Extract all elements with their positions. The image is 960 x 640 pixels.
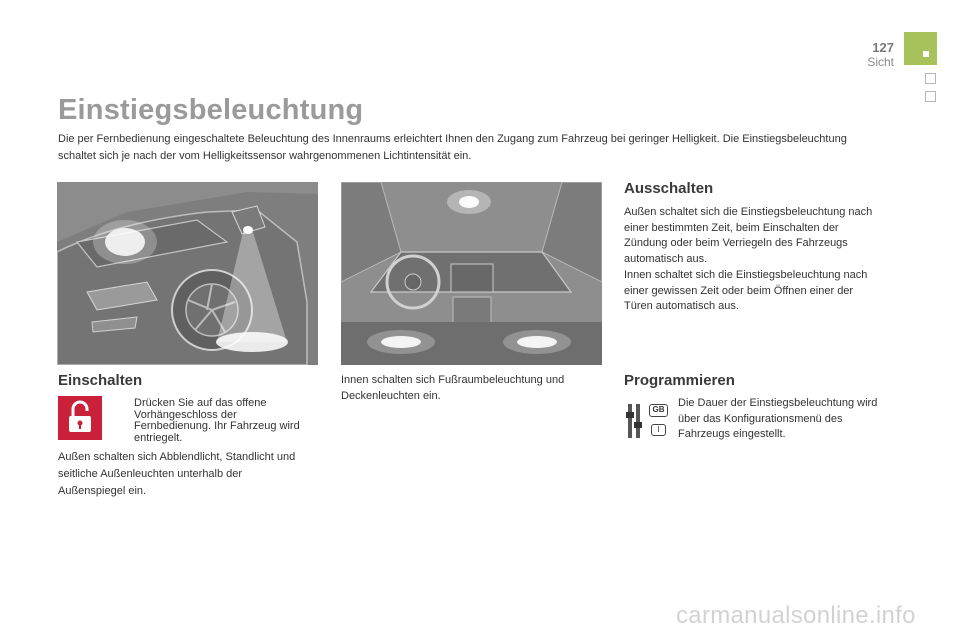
info-badge: I bbox=[651, 424, 666, 436]
exterior-lighting-illustration bbox=[57, 182, 318, 365]
page-title: Einstiegsbeleuchtung bbox=[58, 94, 364, 126]
gb-badge: GB bbox=[649, 404, 668, 417]
ausschalten-heading: Ausschalten bbox=[624, 180, 714, 197]
programmieren-heading: Programmieren bbox=[624, 372, 735, 389]
section-tab bbox=[925, 91, 936, 102]
section-name: Sicht bbox=[867, 55, 894, 69]
watermark: carmanualsonline.info bbox=[676, 602, 916, 629]
programmieren-text: Die Dauer der Einstiegsbeleuchtung wird über das Konfigurationsmenü des Fahrzeugs eingestellt. bbox=[678, 397, 878, 441]
page-number: 127 bbox=[872, 40, 894, 55]
einschalten-step-text: Drücken Sie auf das offene Vorhängeschloss der Fernbedienung. Ihr Fahrzeug wird entriegelt. bbox=[134, 397, 300, 444]
intro-text: Die per Fernbedienung eingeschaltete Beleuchtung des Innenraums erleichtert Ihnen den Zugang zum Fahrzeug bei geringer Helligkeit. Die Einstiegsbeleuchtung schaltet sich je nach der vom Helligkeitssensor wahrgenommenen Lichtintensität ein. bbox=[58, 133, 847, 162]
section-tab-active bbox=[904, 32, 937, 65]
einschalten-text: Außen schalten sich Abblendlicht, Standlicht und seitliche Außenleuchten unterhalb der Außenspiegel ein. bbox=[58, 451, 296, 497]
ausschalten-text-exterior: Außen schaltet sich die Einstiegsbeleuchtung nach einer bestimmten Zeit, beim Einschalten der Zündung oder beim Verriegeln des Fahrzeugs automatisch aus. bbox=[624, 206, 873, 265]
section-tab bbox=[925, 73, 936, 84]
open-padlock-icon bbox=[58, 396, 102, 440]
ausschalten-text-interior: Innen schaltet sich die Einstiegsbeleuchtung nach einer gewissen Zeit oder beim Öffnen einer der Türen automatisch aus. bbox=[624, 269, 868, 313]
interior-lighting-illustration bbox=[341, 182, 602, 365]
einschalten-heading: Einschalten bbox=[58, 372, 143, 389]
tab-dot-icon bbox=[923, 51, 929, 57]
interior-lighting-text: Innen schalten sich Fußraumbeleuchtung und Deckenleuchten ein. bbox=[341, 374, 565, 402]
